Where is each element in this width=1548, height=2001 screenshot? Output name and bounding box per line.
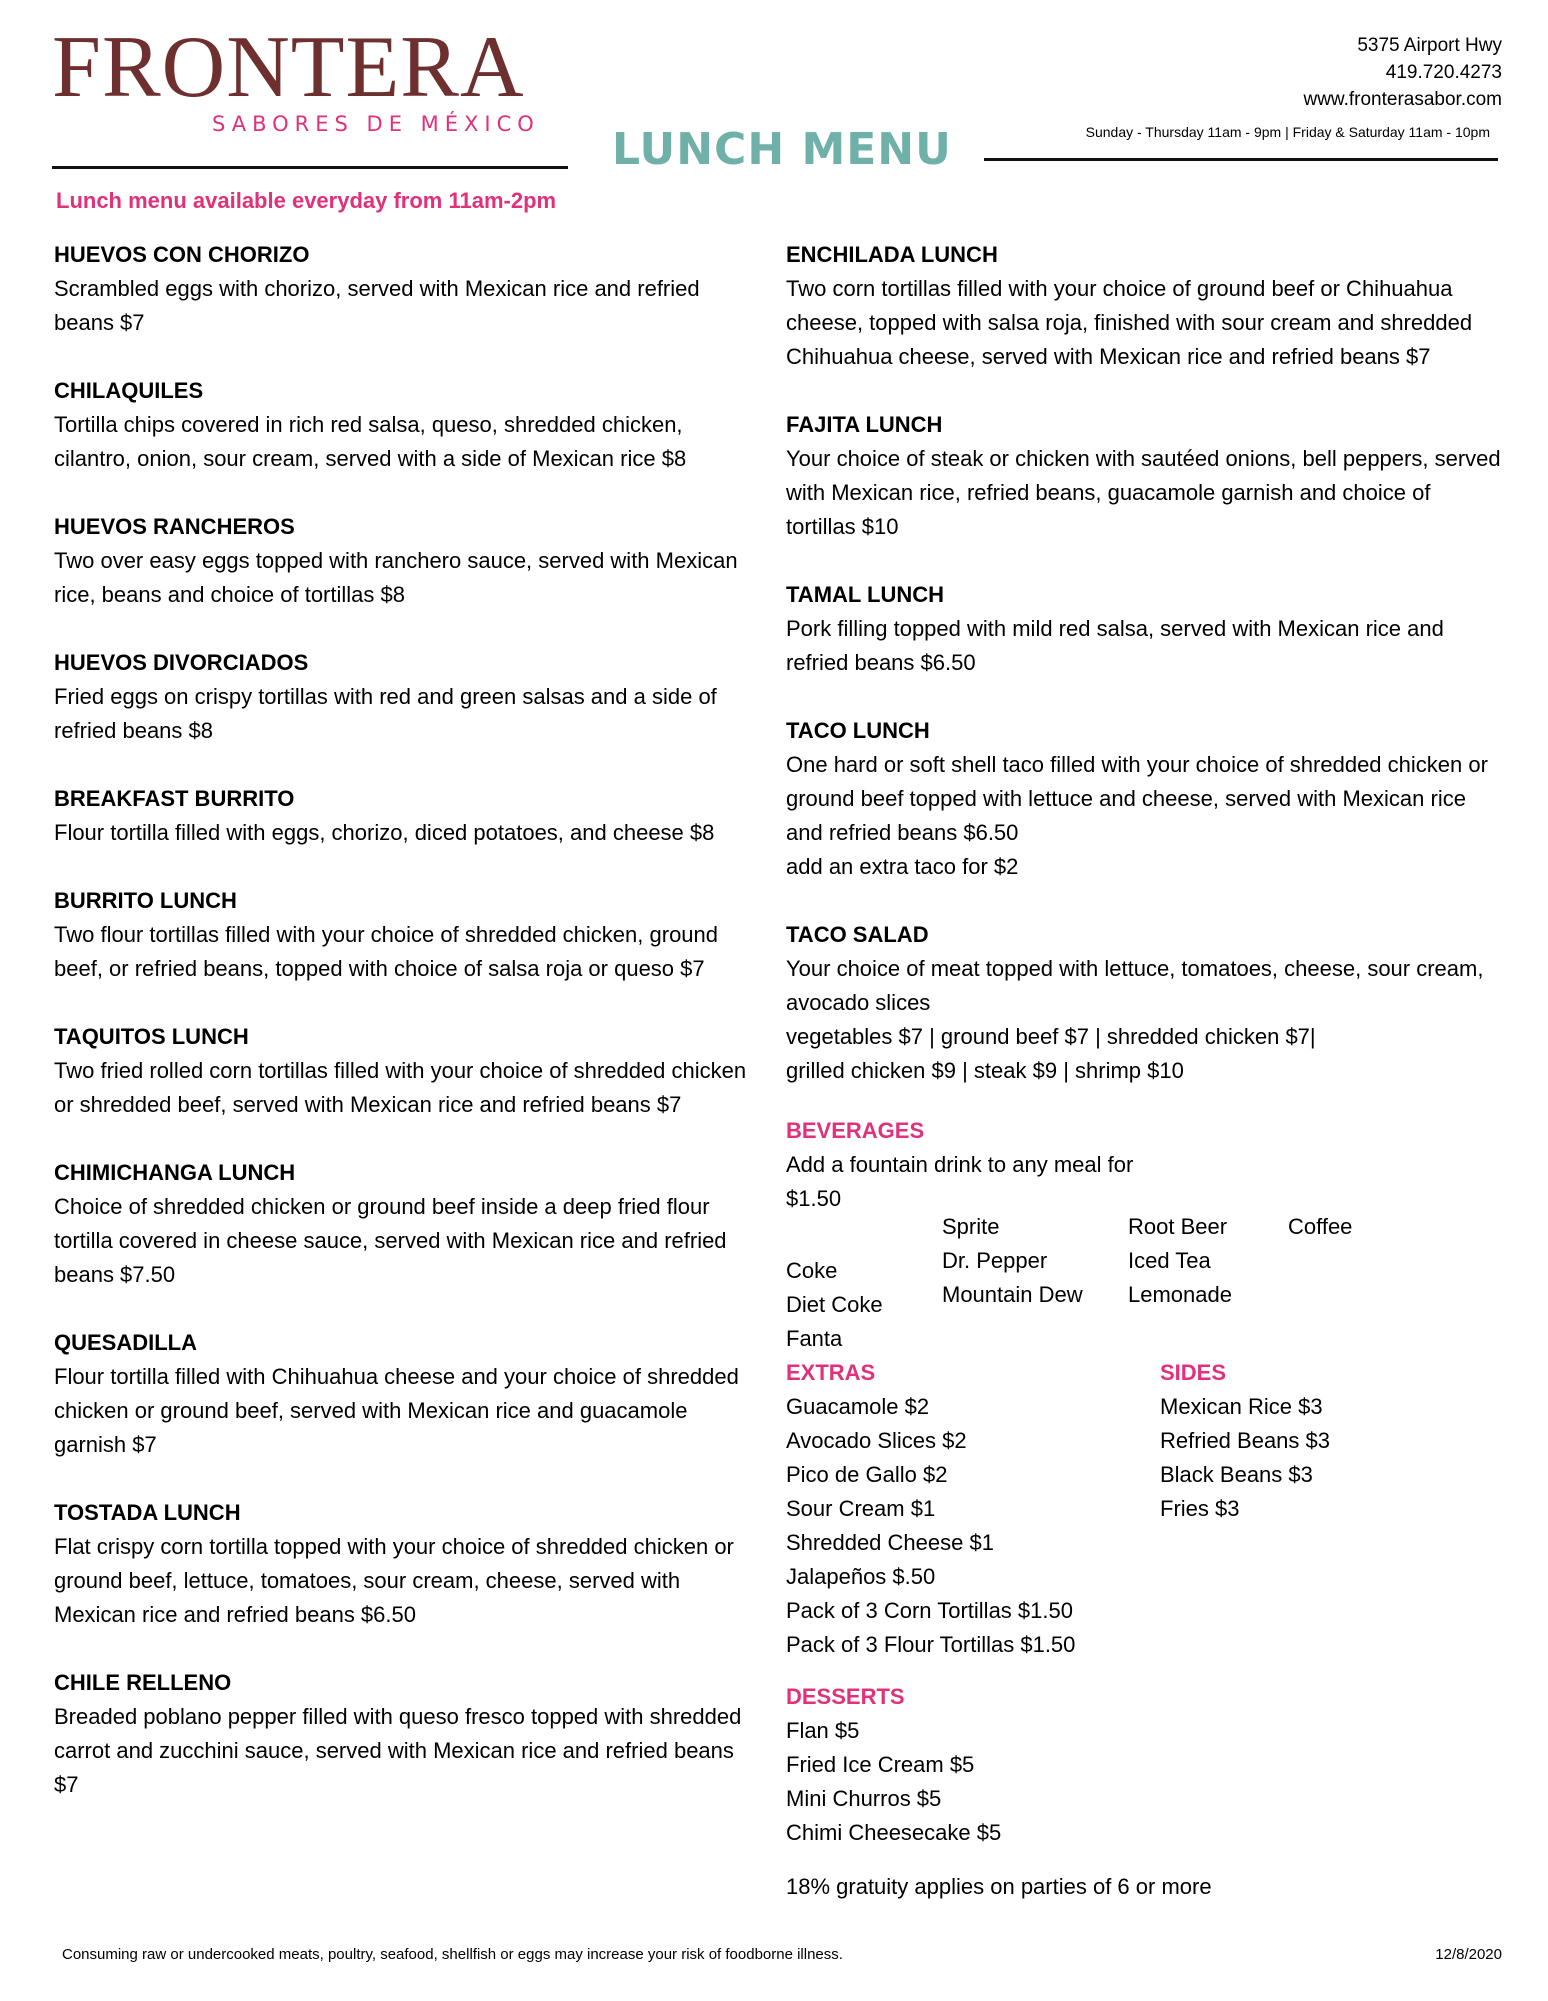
menu-item-addon: add an extra taco for $2 bbox=[786, 854, 1019, 879]
price-options: grilled chicken $9 | steak $9 | shrimp $10 bbox=[786, 1058, 1184, 1083]
menu-item-description: Two over easy eggs topped with ranchero sauce, served with Mexican rice, beans and choice of tortillas $8 bbox=[54, 548, 738, 607]
menu-item-name: FAJITA LUNCH bbox=[786, 412, 943, 437]
menu-item-name: HUEVOS DIVORCIADOS bbox=[54, 650, 309, 675]
section-heading: BEVERAGES bbox=[786, 1118, 925, 1143]
beverages-intro: Add a fountain drink to any meal for $1.50 bbox=[786, 1152, 1134, 1211]
phone-number: 419.720.4273 bbox=[1385, 62, 1502, 83]
sides-section bbox=[1160, 1356, 1330, 1526]
beverage-list bbox=[786, 1254, 883, 1356]
opening-hours: Sunday - Thursday 11am - 9pm | Friday & Saturday 11am - 10pm bbox=[1085, 124, 1490, 140]
menu-item bbox=[54, 374, 754, 476]
availability-note: Lunch menu available everyday from 11am-2pm bbox=[56, 188, 557, 213]
page-title: LUNCH MENU bbox=[612, 124, 952, 175]
menu-item-taco-salad bbox=[786, 918, 1506, 1088]
extras-section bbox=[786, 1356, 1075, 1662]
menu-item bbox=[786, 714, 1506, 884]
dessert-item: Mini Churros $5 bbox=[786, 1786, 942, 1811]
menu-item-description: Fried eggs on crispy tortillas with red and green salsas and a side of refried beans $8 bbox=[54, 684, 717, 743]
menu-item-name: ENCHILADA LUNCH bbox=[786, 242, 998, 267]
section-heading: EXTRAS bbox=[786, 1360, 876, 1385]
extra-item: Pack of 3 Flour Tortillas $1.50 bbox=[786, 1632, 1076, 1657]
menu-left-column bbox=[54, 238, 754, 1836]
divider-left bbox=[52, 166, 568, 169]
menu-item-description: Pork filling topped with mild red salsa, served with Mexican rice and refried beans $6.50 bbox=[786, 616, 1444, 675]
website-link[interactable]: www.fronterasabor.com bbox=[1303, 89, 1502, 110]
menu-item-name: TAQUITOS LUNCH bbox=[54, 1024, 249, 1049]
beverage-item: Lemonade bbox=[1128, 1282, 1232, 1307]
extra-item: Avocado Slices $2 bbox=[786, 1428, 967, 1453]
menu-item-name: CHILE RELLENO bbox=[54, 1670, 232, 1695]
menu-item bbox=[786, 578, 1506, 680]
menu-item-description: Tortilla chips covered in rich red salsa, queso, shredded chicken, cilantro, onion, sour cream, served with a side of Mexican rice $8 bbox=[54, 412, 687, 471]
beverage-list bbox=[1128, 1210, 1232, 1312]
beverage-item: Mountain Dew bbox=[942, 1282, 1083, 1307]
menu-item-name: TOSTADA LUNCH bbox=[54, 1500, 241, 1525]
extra-item: Guacamole $2 bbox=[786, 1394, 930, 1419]
menu-item-name: TACO LUNCH bbox=[786, 718, 930, 743]
menu-item-description: One hard or soft shell taco filled with your choice of shredded chicken or ground beef topped with lettuce and cheese, served with Mexican rice and refried beans $6.50 bbox=[786, 752, 1488, 845]
menu-item bbox=[54, 510, 754, 612]
menu-item bbox=[54, 646, 754, 748]
extra-item: Shredded Cheese $1 bbox=[786, 1530, 994, 1555]
extra-item: Sour Cream $1 bbox=[786, 1496, 936, 1521]
extra-item: Jalapeños $.50 bbox=[786, 1564, 936, 1589]
menu-item bbox=[54, 1020, 754, 1122]
menu-item-description: Flour tortilla filled with Chihuahua cheese and your choice of shredded chicken or ground beef, served with Mexican rice and guacamole garnish $7 bbox=[54, 1364, 739, 1457]
dessert-item: Fried Ice Cream $5 bbox=[786, 1752, 975, 1777]
menu-item-name: CHILAQUILES bbox=[54, 378, 204, 403]
beverage-item: Root Beer bbox=[1128, 1214, 1228, 1239]
menu-item bbox=[54, 782, 754, 850]
menu-item-description: Scrambled eggs with chorizo, served with Mexican rice and refried beans $7 bbox=[54, 276, 700, 335]
menu-item-name: CHIMICHANGA LUNCH bbox=[54, 1160, 296, 1185]
restaurant-logo bbox=[52, 19, 540, 136]
menu-item bbox=[54, 884, 754, 986]
side-item: Fries $3 bbox=[1160, 1496, 1240, 1521]
menu-item-name: HUEVOS CON CHORIZO bbox=[54, 242, 310, 267]
side-item: Mexican Rice $3 bbox=[1160, 1394, 1323, 1419]
beverage-list bbox=[942, 1210, 1083, 1312]
menu-date: 12/8/2020 bbox=[1435, 1946, 1502, 1963]
menu-item-name: HUEVOS RANCHEROS bbox=[54, 514, 295, 539]
menu-item bbox=[54, 238, 754, 340]
menu-item bbox=[786, 238, 1506, 374]
divider-right bbox=[984, 158, 1498, 161]
menu-item bbox=[54, 1496, 754, 1632]
beverage-item: Dr. Pepper bbox=[942, 1248, 1048, 1273]
menu-item bbox=[54, 1326, 754, 1462]
menu-item bbox=[54, 1666, 754, 1802]
menu-item-description: Flour tortilla filled with eggs, chorizo, diced potatoes, and cheese $8 bbox=[54, 820, 715, 845]
menu-item bbox=[786, 408, 1506, 544]
menu-item-description: Flat crispy corn tortilla topped with your choice of shredded chicken or ground beef, lettuce, tomatoes, sour cream, cheese, served with Mexican rice and refried beans $6.50 bbox=[54, 1534, 734, 1627]
menu-item-name: QUESADILLA bbox=[54, 1330, 197, 1355]
extra-item: Pack of 3 Corn Tortillas $1.50 bbox=[786, 1598, 1073, 1623]
dessert-item: Chimi Cheesecake $5 bbox=[786, 1820, 1002, 1845]
dessert-item: Flan $5 bbox=[786, 1718, 860, 1743]
beverage-item: Coffee bbox=[1288, 1214, 1353, 1239]
logo-wordmark: FRONTERA bbox=[52, 19, 525, 116]
food-safety-disclaimer: Consuming raw or undercooked meats, poultry, seafood, shellfish or eggs may increase your risk of foodborne illness. bbox=[62, 1946, 843, 1963]
menu-item-name: TAMAL LUNCH bbox=[786, 582, 945, 607]
address: 5375 Airport Hwy bbox=[1357, 35, 1502, 56]
menu-item-description: Two corn tortillas filled with your choice of ground beef or Chihuahua cheese, topped with salsa roja, finished with sour cream and shredded Chihuahua cheese, served with Mexican rice and refried beans $7 bbox=[786, 276, 1473, 369]
menu-item-name: BREAKFAST BURRITO bbox=[54, 786, 295, 811]
side-item: Black Beans $3 bbox=[1160, 1462, 1313, 1487]
beverages-section bbox=[786, 1114, 1506, 1351]
menu-item-description: Your choice of meat topped with lettuce, tomatoes, cheese, sour cream, avocado slices bbox=[786, 956, 1484, 1015]
section-heading: SIDES bbox=[1160, 1360, 1227, 1385]
beverage-item: Fanta bbox=[786, 1326, 843, 1351]
beverage-item: Iced Tea bbox=[1128, 1248, 1211, 1273]
menu-item-name: BURRITO LUNCH bbox=[54, 888, 237, 913]
desserts-section bbox=[786, 1680, 1001, 1850]
logo-tagline: SABORES DE MÉXICO bbox=[212, 112, 540, 136]
menu-right-column bbox=[786, 238, 1506, 1088]
menu-item-name: TACO SALAD bbox=[786, 922, 929, 947]
menu-item-description: Two fried rolled corn tortillas filled with your choice of shredded chicken or shredded beef, served with Mexican rice and refried beans $7 bbox=[54, 1058, 747, 1117]
menu-item bbox=[54, 1156, 754, 1292]
beverage-item: Coke bbox=[786, 1258, 838, 1283]
gratuity-note: 18% gratuity applies on parties of 6 or more bbox=[786, 1874, 1212, 1899]
menu-item-description: Two flour tortillas filled with your choice of shredded chicken, ground beef, or refried beans, topped with choice of salsa roja or queso $7 bbox=[54, 922, 719, 981]
menu-item-description: Breaded poblano pepper filled with queso fresco topped with shredded carrot and zucchini sauce, served with Mexican rice and refried beans $7 bbox=[54, 1704, 742, 1797]
extra-item: Pico de Gallo $2 bbox=[786, 1462, 948, 1487]
beverage-item: Sprite bbox=[942, 1214, 1000, 1239]
side-item: Refried Beans $3 bbox=[1160, 1428, 1330, 1453]
price-options: vegetables $7 | ground beef $7 | shredded chicken $7| bbox=[786, 1024, 1316, 1049]
contact-block bbox=[1303, 32, 1502, 113]
beverage-list bbox=[1288, 1210, 1352, 1244]
menu-item-description: Your choice of steak or chicken with sautéed onions, bell peppers, served with Mexican rice, refried beans, guacamole garnish and choice of tortillas $10 bbox=[786, 446, 1501, 539]
section-heading: DESSERTS bbox=[786, 1684, 905, 1709]
menu-item-description: Choice of shredded chicken or ground beef inside a deep fried flour tortilla covered in cheese sauce, served with Mexican rice and refried beans $7.50 bbox=[54, 1194, 727, 1287]
beverage-item: Diet Coke bbox=[786, 1292, 883, 1317]
